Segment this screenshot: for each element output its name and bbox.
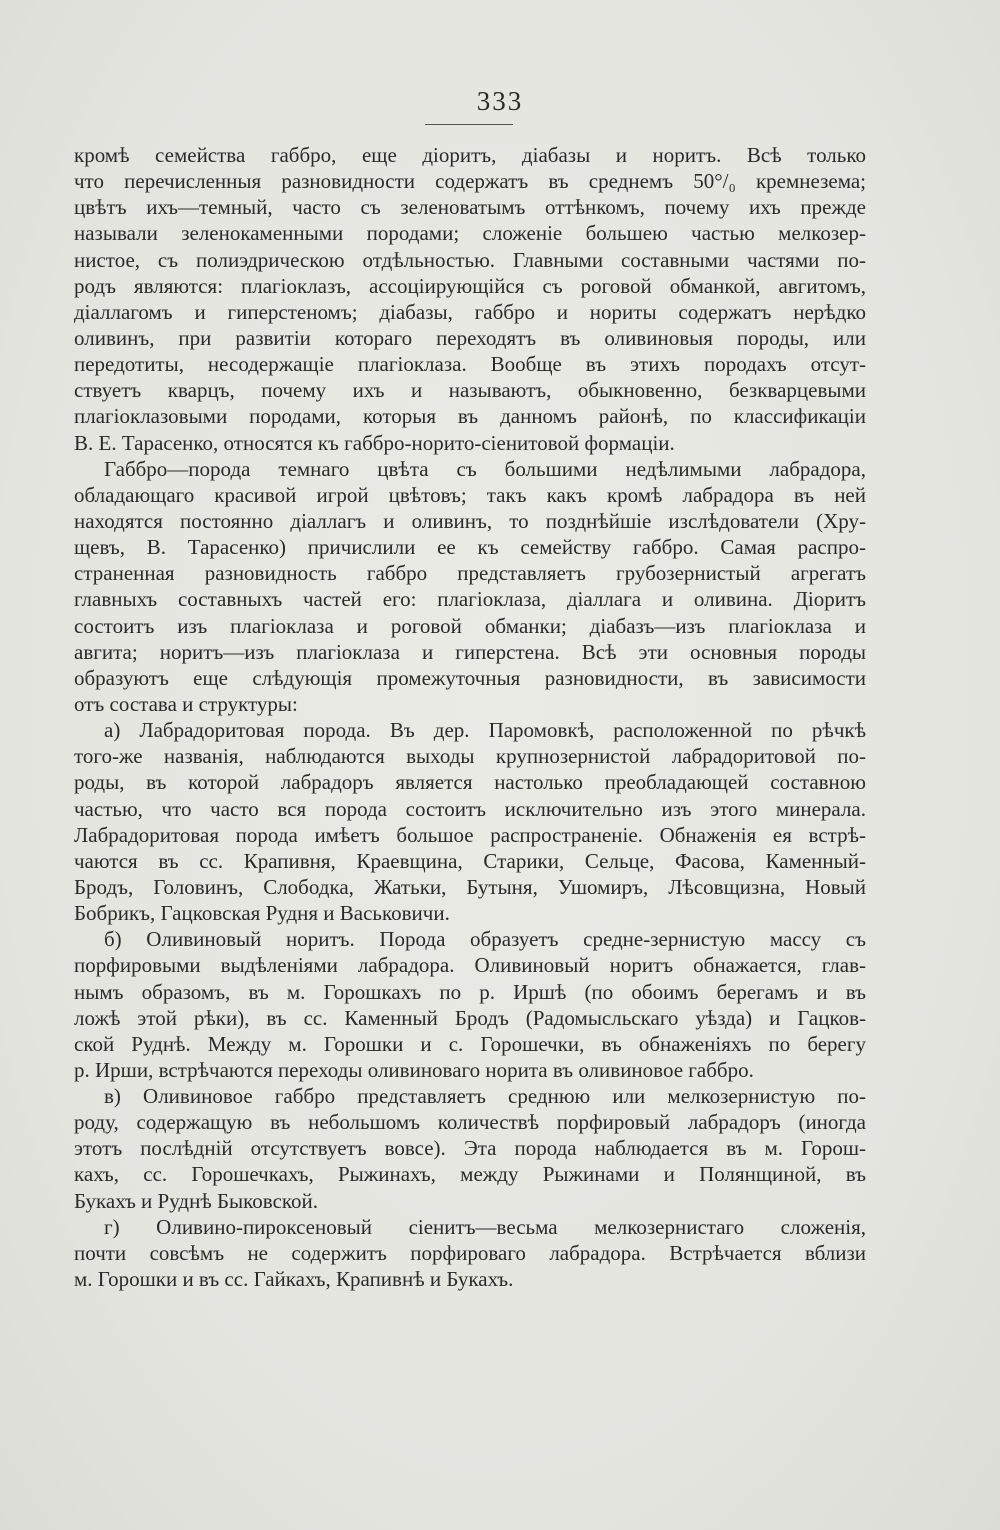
text-line: обладающаго красивой игрой цвѣтовъ; такъ какъ кромѣ лабрадора въ ней: [74, 482, 866, 507]
text-line: Лабрадоритовая порода имѣетъ большое распространеніе. Обнаженія ея встрѣ-: [74, 822, 866, 847]
text-line: ложѣ этой рѣки), въ сс. Каменный Бродъ (Радомысльскаго уѣзда) и Гацков-: [74, 1005, 866, 1030]
paragraph-p3: [74, 717, 866, 926]
text-line: щевъ, В. Тарасенко) причислили ее къ семейству габбро. Самая распро-: [74, 535, 866, 560]
text-line: а) Лабрадоритовая порода. Въ дер. Паромовкѣ, расположенной по рѣчкѣ: [104, 718, 866, 743]
text-line: б) Оливиновый норитъ. Порода образуетъ средне-зернистую массу съ: [104, 927, 866, 952]
text-line: главныхъ составныхъ частей его: плагіоклаза, діаллага и оливина. Діоритъ: [74, 587, 866, 612]
text-line: м. Горошки и въ сс. Гайкахъ, Крапивнѣ и Букахъ.: [74, 1267, 514, 1292]
text-line: роду, содержащую въ небольшомъ количествѣ порфировый лабрадоръ (иногда: [74, 1110, 866, 1135]
page-number: 333: [476, 86, 524, 116]
text-line: состоитъ изъ плагіоклаза и роговой обманки; діабазъ—изъ плагіоклаза и: [74, 613, 866, 638]
text-line: Бобрикъ, Гацковская Рудня и Васьковичи.: [74, 901, 450, 926]
header-rule: [425, 124, 513, 125]
text-line: страненная разновидность габбро представляетъ грубозернистый агрегатъ: [74, 561, 866, 586]
text-line: отъ состава и структуры:: [74, 691, 298, 716]
text-line: в) Оливиновое габбро представляетъ среднюю или мелкозернистую по-: [104, 1084, 866, 1109]
paragraph-p6: [74, 1214, 866, 1292]
text-line: кромѣ семейства габбро, еще діоритъ, діабазы и норитъ. Всѣ только: [74, 143, 866, 167]
text-line: порфировыми выдѣленіями лабрадора. Оливиновый норитъ обнажается, глав-: [74, 953, 866, 978]
paragraph-p2: [74, 456, 866, 717]
text-line: родъ являются: плагіоклазъ, ассоціирующійся съ роговой обманкой, авгитомъ,: [74, 273, 866, 298]
text-line: чаются въ сс. Крапивня, Краевщина, Старики, Сельце, Фасова, Каменный-: [74, 848, 866, 873]
text-line: г) Оливино-пироксеновый сіенитъ—весьма мелкозернистаго сложенія,: [104, 1214, 866, 1239]
text-line: оливинъ, при развитіи котораго переходятъ въ оливиновыя породы, или: [74, 325, 866, 350]
paragraph-p4: [74, 926, 866, 1083]
text-line: называли зеленокаменными породами; сложеніе большею частью мелкозер-: [74, 221, 866, 246]
text-line: роды, въ которой лабрадоръ является настолько преобладающей составною: [74, 770, 866, 795]
text-line: ской Руднѣ. Между м. Горошки и с. Горошечки, въ обнаженіяхъ по берегу: [74, 1031, 866, 1056]
text-line: передотиты, несодержащіе плагіоклаза. Вообще въ этихъ породахъ отсут-: [74, 352, 866, 377]
text-line: кахъ, сс. Горошечкахъ, Рыжинахъ, между Рыжинами и Полянщиной, въ: [74, 1162, 866, 1187]
text-line: находятся постоянно діаллагъ и оливинъ, то позднѣйшіе изслѣдователи (Хру-: [74, 508, 866, 533]
text-line: авгита; норитъ—изъ плагіоклаза и гиперстена. Всѣ эти основныя породы: [74, 639, 866, 664]
paragraph-p1: [74, 142, 866, 456]
text-line: Букахъ и Руднѣ Быковской.: [74, 1188, 319, 1213]
text-line: что перечисленныя разновидности содержатъ въ среднемъ 50°/₀ кремнезема;: [74, 169, 866, 194]
text-line: Бродъ, Головинъ, Слободка, Жатьки, Бутыня, Ушомиръ, Лѣсовщизна, Новый: [74, 874, 866, 899]
text-line: діаллагомъ и гиперстеномъ; діабазы, габбро и нориты содержатъ нерѣдко: [74, 299, 866, 324]
body-text: [74, 142, 866, 1292]
text-line: того-же названія, наблюдаются выходы крупнозернистой лабрадоритовой по-: [74, 744, 866, 769]
text-line: Габбро—порода темнаго цвѣта съ большими недѣлимыми лабрадора,: [104, 456, 866, 481]
text-line: плагіоклазовыми породами, которыя въ данномъ районѣ, по классификаціи: [74, 404, 866, 429]
text-line: нымъ образомъ, въ м. Горошкахъ по р. Иршѣ (по обоимъ берегамъ и въ: [74, 979, 866, 1004]
text-line: этотъ послѣдній отсутствуетъ вовсе). Эта порода наблюдается въ м. Горош-: [74, 1136, 866, 1161]
text-line: образуютъ еще слѣдующія промежуточныя разновидности, въ зависимости: [74, 665, 866, 690]
text-line: нистое, съ полиэдрическою отдѣльностью. Главными составными частями по-: [74, 247, 866, 272]
text-line: В. Е. Тарасенко, относятся къ габбро-норито-сіенитовой формаціи.: [74, 430, 675, 455]
paragraph-p5: [74, 1083, 866, 1214]
text-line: частью, что часто вся порода состоитъ исключительно изъ этого минерала.: [74, 796, 866, 821]
text-line: ствуетъ кварцъ, почему ихъ и называютъ, обыкновенно, безкварцевыми: [74, 378, 866, 403]
text-line: почти совсѣмъ не содержитъ порфироваго лабрадора. Встрѣчается вблизи: [74, 1240, 866, 1265]
text-line: р. Ирши, встрѣчаются переходы оливиноваго норита въ оливиновое габбро.: [74, 1057, 754, 1082]
text-line: цвѣтъ ихъ—темный, часто съ зеленоватымъ оттѣнкомъ, почему ихъ прежде: [74, 195, 866, 220]
